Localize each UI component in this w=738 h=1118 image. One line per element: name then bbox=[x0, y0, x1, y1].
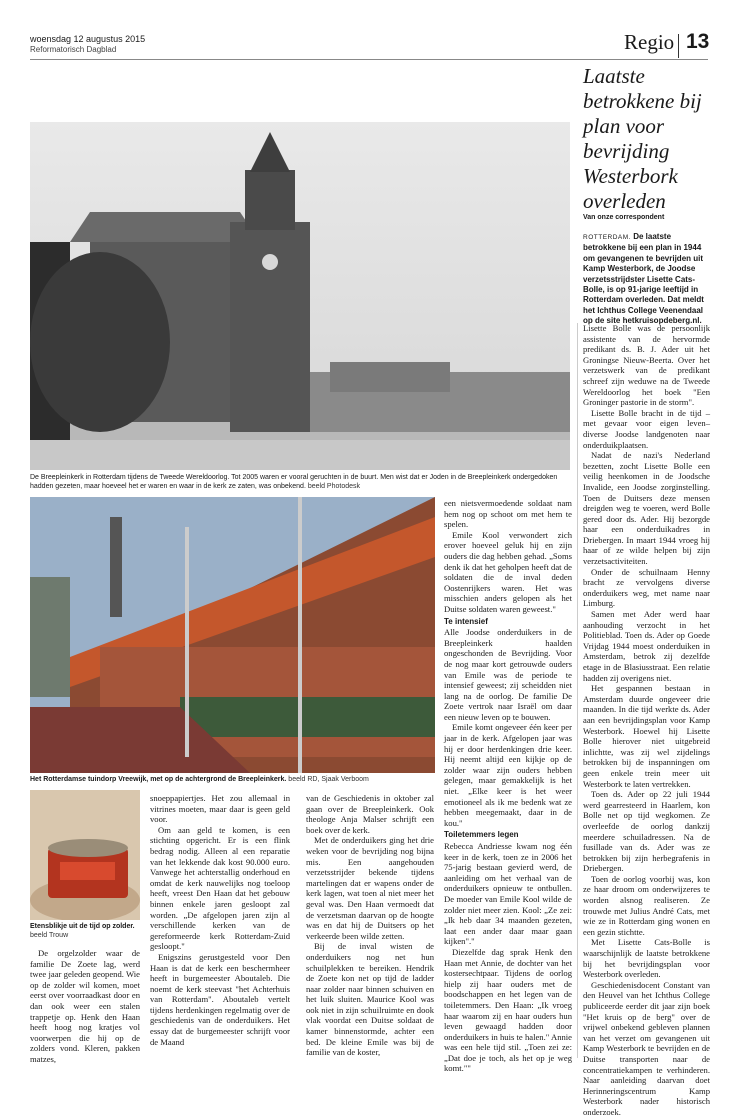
paragraph: snoeppapiertjes. Het zou allemaal in vitrines moeten, maar daar is geen geld voor. bbox=[150, 793, 290, 825]
page-number: 13 bbox=[686, 30, 710, 53]
section-title: Regio bbox=[624, 30, 675, 54]
paragraph: Alle Joodse onderduikers in de Breepleinkerk haalden ongeschonden de Bevrijding. Voor de nog maar kort getrouwde ouders van Emile was de periode te intensief geweest; zij scheidden niet lang na de oorlog. De familie De Zoete vertrok naar Israël om daar een nieuw leven op te bouwen. bbox=[444, 627, 572, 722]
story-column-1 bbox=[30, 948, 140, 1065]
column-rule bbox=[577, 323, 578, 1058]
paragraph: Emile komt ongeveer één keer per jaar in de kerk. Afgelopen jaar was hij er door herdenkingen drie keer. Hij neemt altijd een kijkje op de zolder waar zijn ouders hebben gelegen, maar gemakkelijk is het niet. „Elke keer is het weer emotioneel als ik me bedenk wat ze hebben meegemaakt, daar in de kou." bbox=[444, 722, 572, 828]
article-intro bbox=[583, 232, 710, 327]
paragraph: Onder de schuilnaam Henny bracht ze vervolgens diverse onderduikers weg, met name naar Limburg. bbox=[583, 566, 710, 609]
paragraph: Met de onderduikers ging het drie weken voor de bevrijding nog bijna mis. Een aangehouden verzetsstrijder bekende tijdens martelingen dat er wapens onder de kerk lagen, wat toen al niet meer het geval was. Den Haan vermoedt dat de verzetsman daarvan op de hoogte was en dat hij de Duitsers op het verkeerde been wilde zetten. bbox=[306, 835, 434, 941]
paragraph: Met Lisette Cats-Bolle is waarschijnlijk de laatste betrokkene bij het bevrijdingsplan voor Westerbork overleden. bbox=[583, 937, 710, 980]
intro-dateline: ROTTERDAM. bbox=[583, 234, 631, 241]
story-column-2 bbox=[150, 793, 290, 1047]
header-divider bbox=[678, 34, 679, 58]
tin-photo-caption bbox=[30, 922, 138, 940]
street-photo bbox=[30, 497, 435, 773]
church-photo-caption bbox=[30, 473, 568, 491]
church-photo bbox=[30, 122, 570, 470]
tin-photo-credit: beeld Trouw bbox=[30, 932, 69, 939]
paragraph: Lisette Bolle bracht in de tijd –met gevaar voor eigen leven– diverse Joodse landgenoten naar onderduikplaatsen. bbox=[583, 407, 710, 450]
paragraph: Bij de inval wisten de onderduikers nog net hun schuilplekken te bereiken. Hendrik de Zoete kon net op tijd de ladder naar zolder naar binnen schuiven en het luik sluiten. Maurice Kool was ook niet in zijn schuilruimte en dook vlak voordat een Duitse soldaat de kamer binnenstormde, achter een bed. De kleine Emile was bij de familie van de koster, bbox=[306, 941, 434, 1058]
article-headline: Laatste betrokkene bij plan voor bevrijding Westerbork overleden bbox=[583, 64, 702, 213]
paragraph: De orgelzolder waar de familie De Zoete lag, werd twee jaar geleden geopend. Wie op de zolder wil komen, moet eerst over voorraadkast door en dan ook weer een stalen trappetje op. Henk den Haan heeft hoog nog kratjes vol voorwerpen die hij op de zolders vond. Kleren, pakken matzes, bbox=[30, 948, 140, 1064]
subheading: Toiletemmers legen bbox=[444, 830, 519, 840]
intro-text: De laatste betrokkene bij een plan in 1944 om gevangenen te bevrijden uit Kamp Westerbork, de Joodse verzetsstrijdster Lisette Cats-Bolle, is op 91-jarige leeftijd in Rotterdam overleden. Dat meldt het Ichthus College Veenendaal op de site hetkruisopdeberg.nl. bbox=[583, 232, 704, 326]
story-column-4 bbox=[444, 498, 572, 1074]
article-byline: Van onze correspondent bbox=[583, 214, 665, 221]
header-rule bbox=[30, 59, 708, 60]
paragraph: Diezelfde dag sprak Henk den Haan met Annie, de dochter van het kostersechtpaar. Tijdens de oorlog hielp zij haar ouders met de boodschappen en het legen van de toiletemmers. Den Haan: „Ik vroeg haar waarom zij en haar ouders hun leven gewaagd hadden door onderduikers in huis te halen." Annie was een hele tijd stil. „Toen zei ze: „Dat doe je toch, als het op je weg komt."" bbox=[444, 946, 572, 1074]
church-caption-text: De Breepleinkerk in Rotterdam tijdens de Tweede Wereldoorlog. Tot 2005 waren er vooral geruchten in de buurt. Men wist dat er Joden in de Breepleinkerk ondergedoken hadden gezeten, maar hoeveel het er waren en waar in de kerk ze zaten, was onbekend. bbox=[30, 474, 558, 490]
paragraph: Enigszins gerustgesteld voor Den Haan is dat de kerk een beschermheer heeft in burgemeester Aboutaleb. Die noemt de kerk steevast "het Achterhuis van Rotterdam". Aboutaleb vertelt tijdens herdenkingen regelmatig over de geschiedenis van de onderduikers. Het essay dat de burgemeester schrijft voor de Maand bbox=[150, 951, 290, 1047]
subheading: Te intensief bbox=[444, 616, 488, 626]
right-article-column bbox=[583, 323, 710, 1118]
paragraph: Het gespannen bestaan in Amsterdam duurde ongeveer drie maanden. In die tijd werkte ds. Ader aan een bevrijdingsplan voor Kamp Westerbork. Hoewel hij Lisette Bolle hierover niet uitgebreid inlichtte, was zij wel zijdelings betrokken bij de inspanningen om geen enkele trein meer uit Westerbork te laten vertrekken. bbox=[583, 683, 710, 789]
street-caption-text: Het Rotterdamse tuindorp Vreewijk, met op de achtergrond de Breepleinkerk. bbox=[30, 776, 287, 783]
story-column-3 bbox=[306, 793, 434, 1058]
paragraph: Rebecca Andriesse kwam nog één keer in de kerk, toen ze in 2006 het 75-jarig bestaan gevierd werd, de aanleiding om het verhaal van de onderduikers opnieuw te ontbullen. De moeder van Emile Kool wilde de zolder niet meer zien. Kool: „Ze zei: „Ik heb daar 34 maanden gezeten, laat een ander daar maar gaan kijken"." bbox=[444, 841, 572, 947]
street-photo-caption bbox=[30, 775, 435, 784]
paragraph: Om aan geld te komen, is een stichting opgericht. Er is een flink bedrag nodig. Alleen al een reparatie van het lekkende dak kost 90.000 euro. Vanwege het achterstallig onderhoud en omdat de kerk nauwelijks nog toeloop heeft, vreest Den Haan dat het gebouw binnen enkele jaren gesloopt zal worden. „De afgelopen jaren zijn al verschillende kerken van de gereformeerde kerk Rotterdam-Zuid gesloopt." bbox=[150, 824, 290, 952]
paragraph: Lisette Bolle was de persoonlijk assistente van de hervormde predikant ds. B. J. Ader uit het Groningse Nieuw-Beerta. Over het verzetswerk van de predikant schreef zijn weduwe na de Tweede Wereldoorlog het boek "Een Groninger pastorie in de storm". bbox=[583, 323, 710, 408]
edition-date: woensdag 12 augustus 2015 bbox=[30, 34, 146, 44]
paragraph: Toen de oorlog voorbij was, kon ze haar droom om onderwijzeres te worden alsnog realiseren. Ze trouwde met Julius André Cats, met wie ze in Rotterdam ging wonen en een gezin stichtte. bbox=[583, 873, 710, 937]
paragraph: van de Geschiedenis in oktober zal gaan over de Breepleinkerk. Ook theologe Anja Malser schrijft een boek over de kerk. bbox=[306, 793, 434, 835]
paragraph: Emile Kool verwondert zich erover hoeveel geluk hij en zijn ouders die dag hebben gehad. „Soms denk ik dat het geholpen heeft dat de soldaten die de inval deden Oostenrijkers waren. Het was misschien anders gelopen als het Duitse soldaten waren geweest." bbox=[444, 529, 572, 614]
street-photo-credit: beeld RD, Sjaak Verboom bbox=[288, 776, 369, 783]
paragraph: Samen met Ader werd haar aanhouding verzocht in het Politieblad. Toen ds. Ader op Goede Vrijdag 1944 moest onderduiken in Amsterdam, betrok zij dezelfde etage in de Blasiusstraat. Een relatie hadden zij overigens niet. bbox=[583, 609, 710, 683]
paragraph: Nadat de nazi's Nederland bezetten, zocht Lisette Bolle een veilig heenkomen in de Joodsche Invalide, een Joodse zorginstelling. Toen de Duitsers deze mensen dreigden weg te voeren, werd Bolle gered door ds. Ader. Hij bezorgde haar een onderduikadres in Driebergen. In maart 1944 vroeg hij haar of ze wilde helpen bij zijn verzetsactiviteiten. bbox=[583, 450, 710, 567]
paragraph: een nietsvermoedende soldaat nam hem nog op schoot om met hem te spelen. bbox=[444, 498, 572, 530]
church-photo-credit: beeld Photodesk bbox=[307, 483, 361, 490]
paragraph: Geschiedenisdocent Constant van den Heuvel van het Ichthus College publiceerde eerder dit jaar zijn boek "Het kruis op de berg" over de vrijwel onbekend gebleven plannen van het verzet om gevangenen uit Kamp Westerbork te bevrijden en de Duitse transporten naar de concentratiekampen te verhinderen. Naar aanleiding daarvan doet Herinneringscentrum Kamp Westerbork nader historisch onderzoek. bbox=[583, 979, 710, 1117]
tin-photo bbox=[30, 790, 140, 920]
paragraph: Toen ds. Ader op 22 juli 1944 werd gearresteerd in Haarlem, kon Bolle net op tijd wegkomen. Ze overleefde de oorlog dankzij meerdere schuiladressen. Na de fusillade van ds. Ader was ze betrokken bij zijn herbegrafenis in Driebergen. bbox=[583, 789, 710, 874]
tin-caption-text: Etensblikje uit de tijd op zolder. bbox=[30, 923, 135, 930]
newspaper-name: Reformatorisch Dagblad bbox=[30, 45, 117, 54]
